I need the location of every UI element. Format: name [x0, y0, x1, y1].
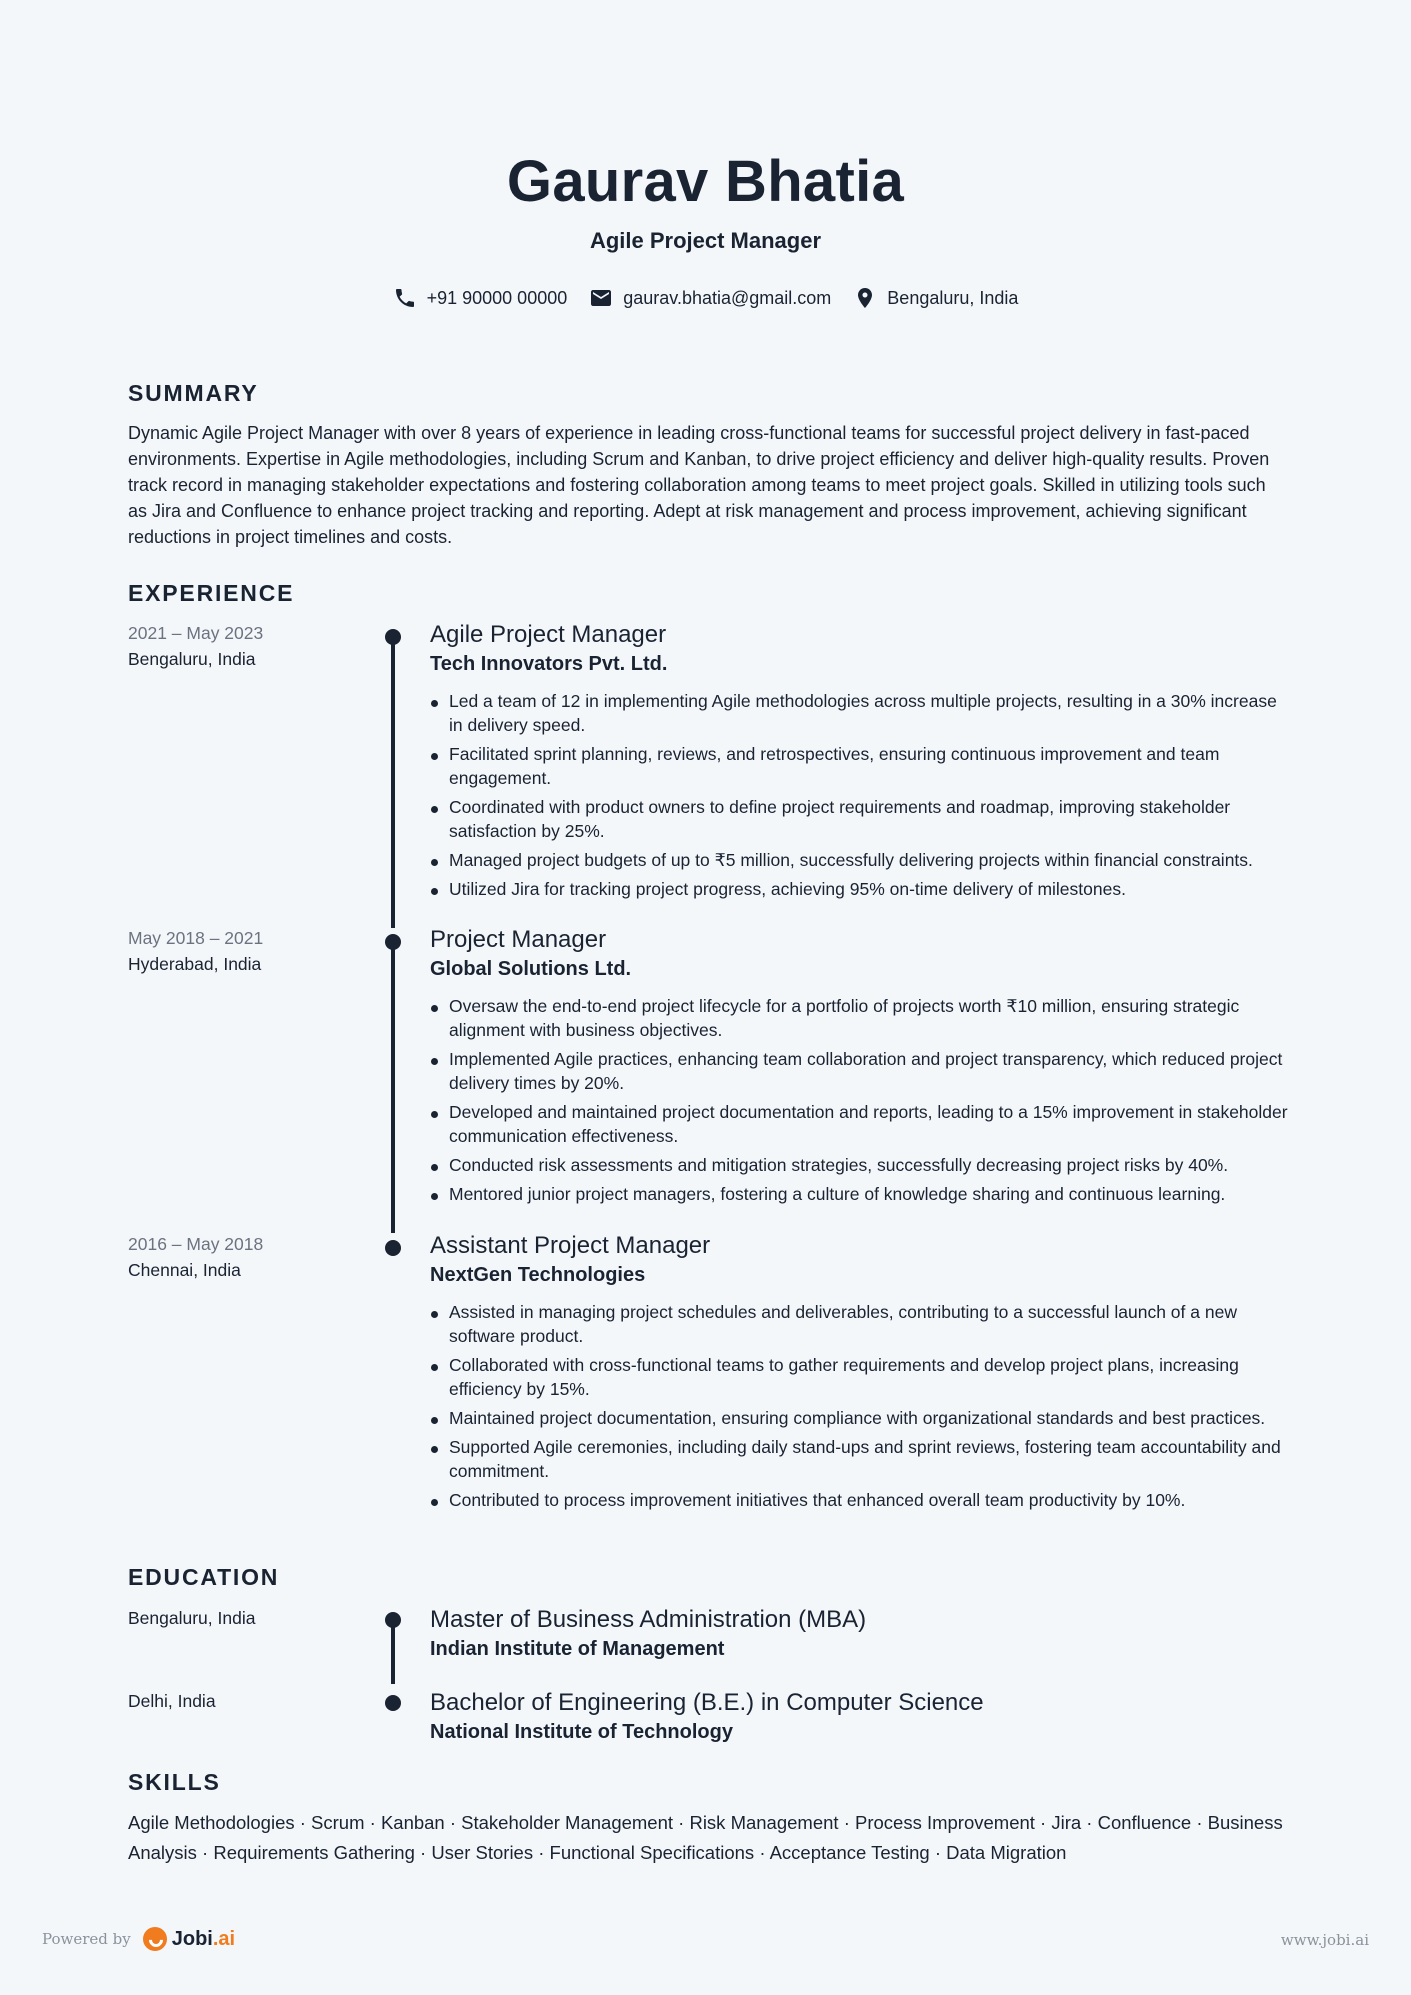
- timeline-dot: [385, 1695, 401, 1711]
- mail-icon: [589, 286, 613, 310]
- contact-email: [589, 286, 831, 310]
- footer-branding: [42, 1927, 235, 1951]
- achievement-item: Mentored junior project managers, fostering a culture of knowledge sharing and continuous learning.: [430, 1182, 1290, 1206]
- location-text: Bengaluru, India: [887, 287, 1019, 308]
- brand-main: Jobi: [171, 1927, 213, 1950]
- entry-body: [430, 1231, 1290, 1517]
- education-heading: EDUCATION: [128, 1564, 280, 1590]
- achievement-item: Led a team of 12 in implementing Agile methodologies across multiple projects, resulting in a 30% increase in delivery speed.: [430, 689, 1290, 737]
- summary-heading: SUMMARY: [128, 380, 259, 406]
- brand-accent: .ai: [212, 1927, 236, 1950]
- school-name: National Institute of Technology: [430, 1721, 733, 1743]
- location-pin-icon: [853, 286, 877, 310]
- achievement-item: Oversaw the end-to-end project lifecycle for a portfolio of projects worth ₹10 million, ensuring strategic alignment with business objectives.: [430, 994, 1290, 1042]
- degree-title: Master of Business Administration (MBA): [430, 1606, 867, 1633]
- timeline-line: [391, 636, 395, 928]
- timeline-dot: [385, 1612, 401, 1628]
- job-title: Project Manager: [430, 926, 607, 953]
- entry-meta: [128, 925, 378, 977]
- achievement-item: Conducted risk assessments and mitigation strategies, successfully decreasing project risks by 40%.: [430, 1153, 1290, 1177]
- degree-title: Bachelor of Engineering (B.E.) in Computer Science: [430, 1689, 984, 1716]
- achievement-item: Supported Agile ceremonies, including daily stand-ups and sprint reviews, fostering team accountability and commitment.: [430, 1435, 1290, 1483]
- entry-body: [430, 925, 1290, 1211]
- skills-heading: SKILLS: [128, 1769, 221, 1795]
- achievement-item: Facilitated sprint planning, reviews, and retrospectives, ensuring continuous improvement and team engagement.: [430, 742, 1290, 790]
- timeline-dot: [385, 934, 401, 950]
- achievement-list: [430, 689, 1290, 901]
- timeline-line: [391, 941, 395, 1233]
- achievement-item: Contributed to process improvement initiatives that enhanced overall team productivity by 10%.: [430, 1488, 1290, 1512]
- entry-meta: [128, 1231, 378, 1283]
- achievement-item: Developed and maintained project documentation and reports, leading to a 15% improvement in stakeholder communication effectiveness.: [430, 1100, 1290, 1148]
- entry-location: Bengaluru, India: [128, 1608, 256, 1628]
- timeline-dot: [385, 1240, 401, 1256]
- entry-body: [430, 1605, 1290, 1662]
- candidate-name: Gaurav Bhatia: [506, 149, 905, 214]
- jobi-logo[interactable]: [143, 1927, 235, 1951]
- achievement-list: [430, 994, 1290, 1206]
- school-name: Indian Institute of Management: [430, 1638, 725, 1660]
- experience-heading: EXPERIENCE: [128, 580, 295, 606]
- contact-bar: [0, 286, 1411, 310]
- contact-phone: [393, 286, 568, 310]
- entry-location: Delhi, India: [128, 1691, 216, 1711]
- entry-body: [430, 620, 1290, 906]
- achievement-item: Utilized Jira for tracking project progress, achieving 95% on-time delivery of milestones.: [430, 877, 1290, 901]
- contact-location: [853, 286, 1018, 310]
- entry-location: Bengaluru, India: [128, 649, 256, 669]
- entry-dates: 2016 – May 2018: [128, 1234, 264, 1254]
- job-title: Assistant Project Manager: [430, 1232, 711, 1259]
- achievement-item: Collaborated with cross-functional teams to gather requirements and develop project plans, increasing efficiency by 15%.: [430, 1353, 1290, 1401]
- email-text: gaurav.bhatia@gmail.com: [623, 287, 832, 308]
- jobi-logo-text: [172, 1928, 235, 1951]
- entry-meta: [128, 620, 378, 672]
- powered-by-label: Powered by: [42, 1930, 131, 1948]
- entry-meta: [128, 1605, 378, 1631]
- achievement-item: Assisted in managing project schedules and deliverables, contributing to a successful launch of a new software product.: [430, 1300, 1290, 1348]
- timeline-dot: [385, 629, 401, 645]
- entry-body: [430, 1688, 1290, 1745]
- company-name: Tech Innovators Pvt. Ltd.: [430, 653, 668, 675]
- phone-text: +91 90000 00000: [426, 287, 568, 308]
- skills-list: Agile Methodologies · Scrum · Kanban · Stakeholder Management · Risk Management · Process Improvement · Jira · Confluence · Business Analysis · Requirements Gathering · User Stories · Functional Specifications · Acceptance Testing · Data Migration: [128, 1812, 1283, 1863]
- jobi-logo-icon: [143, 1927, 167, 1951]
- candidate-role: Agile Project Manager: [589, 228, 822, 253]
- entry-meta: [128, 1688, 378, 1714]
- achievement-item: Maintained project documentation, ensuring compliance with organizational standards and best practices.: [430, 1406, 1290, 1430]
- company-name: NextGen Technologies: [430, 1264, 646, 1286]
- phone-icon: [393, 286, 417, 310]
- achievement-item: Managed project budgets of up to ₹5 million, successfully delivering projects within financial constraints.: [430, 848, 1290, 872]
- summary-text: Dynamic Agile Project Manager with over 8 years of experience in leading cross-functional teams for successful project delivery in fast-paced environments. Expertise in Agile methodologies, including Scrum and Kanban, to drive project efficiency and deliver high-quality results. Proven track record in managing stakeholder expectations and fostering collaboration among teams to meet project goals. Skilled in utilizing tools such as Jira and Confluence to enhance project tracking and reporting. Adept at risk management and process improvement, achieving significant reductions in project timelines and costs.: [128, 423, 1270, 547]
- entry-location: Chennai, India: [128, 1260, 241, 1280]
- timeline-line: [391, 1626, 395, 1684]
- achievement-item: Coordinated with product owners to define project requirements and roadmap, improving stakeholder satisfaction by 25%.: [430, 795, 1290, 843]
- entry-dates: 2021 – May 2023: [128, 623, 264, 643]
- job-title: Agile Project Manager: [430, 621, 667, 648]
- entry-dates: May 2018 – 2021: [128, 928, 264, 948]
- website-link[interactable]: www.jobi.ai: [1280, 1931, 1369, 1949]
- company-name: Global Solutions Ltd.: [430, 958, 632, 980]
- achievement-item: Implemented Agile practices, enhancing team collaboration and project transparency, which reduced project delivery times by 20%.: [430, 1047, 1290, 1095]
- achievement-list: [430, 1300, 1290, 1512]
- entry-location: Hyderabad, India: [128, 954, 262, 974]
